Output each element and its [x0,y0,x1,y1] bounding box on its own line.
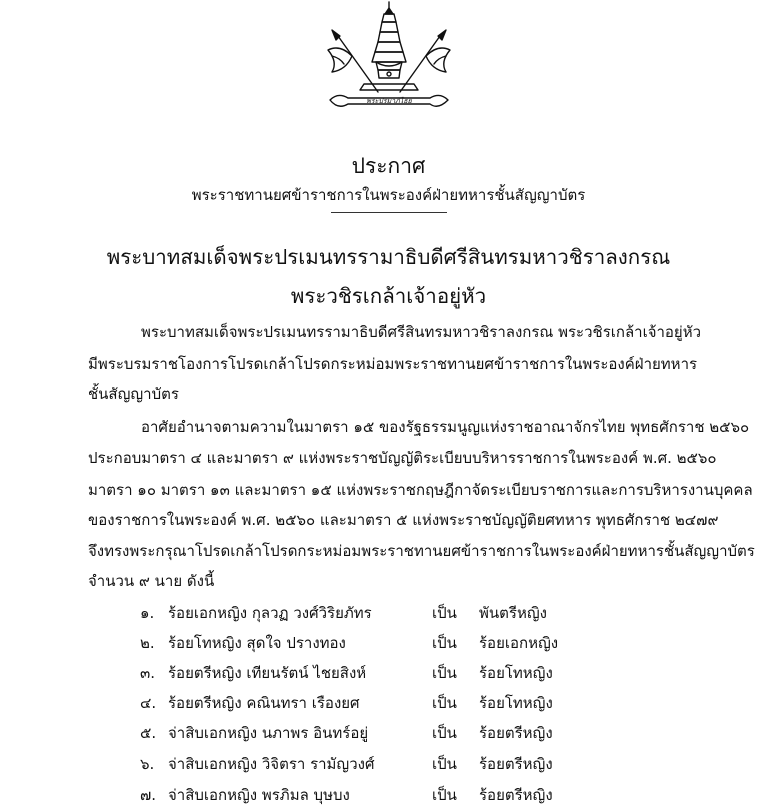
list-rank: ร้อยตรีหญิง [479,755,553,773]
list-name: จ่าสิบเอกหญิง พรภิมล บุษบง [168,786,350,804]
list-rank: ร้อยโทหญิง [479,694,553,712]
list-rank: ร้อยเอกหญิง [479,634,559,652]
list-number: ๒. [140,634,155,652]
list-rank: ร้อยตรีหญิง [479,786,553,804]
paragraph2-line: จึงทรงพระกรุณาโปรดเกล้าโปรดกระหม่อมพระราชทานยศข้าราชการในพระองค์ฝ่ายทหารชั้นสัญญาบัตร [88,542,755,560]
paragraph2-line: ของราชการในพระองค์ พ.ศ. ๒๕๖๐ และมาตรา ๕ แห่งพระราชบัญญัติยศทหาร พุทธศักราช ๒๔๗๙ [88,511,719,529]
list-name: จ่าสิบเอกหญิง นภาพร อินทร์อยู่ [168,724,369,742]
page-subtitle: พระราชทานยศข้าราชการในพระองค์ฝ่ายทหารชั้นสัญญาบัตร [191,186,586,204]
list-connector: เป็น [432,755,457,773]
list-connector: เป็น [432,634,457,652]
list-number: ๔. [140,694,157,712]
list-item [0,691,777,713]
list-connector: เป็น [432,604,457,622]
list-number: ๕. [140,724,157,742]
paragraph2-line: อาศัยอำนาจตามความในมาตรา ๑๕ ของรัฐธรรมนูญแห่งราชอาณาจักรไทย พุทธศักราช ๒๕๖๐ [141,418,750,436]
list-name: ร้อยตรีหญิง คณินทรา เรืองยศ [168,694,360,712]
list-number: ๑. [140,604,155,622]
title-divider [331,212,447,213]
list-number: ๓. [140,664,156,682]
list-number: ๖. [140,755,155,773]
list-number: ๗. [140,786,157,804]
list-item [0,661,777,683]
list-item [0,601,777,623]
paragraph2-line: จำนวน ๙ นาย ดังนี้ [88,572,215,590]
emblem-ribbon-text: พระปรมาภิไธย [366,97,412,105]
list-name: ร้อยเอกหญิง กุลวฏ วงศ์วิริยภัทร [168,604,372,622]
list-name: ร้อยตรีหญิง เทียนรัตน์ ไชยสิงห์ [168,664,367,682]
list-connector: เป็น [432,664,457,682]
paragraph1-line: มีพระบรมราชโองการโปรดเกล้าโปรดกระหม่อมพระราชทานยศข้าราชการในพระองค์ฝ่ายทหาร [88,355,698,373]
king-title-line1: พระบาทสมเด็จพระปรเมนทรรามาธิบดีศรีสินทรมหาวชิราลงกรณ [106,245,671,269]
list-item [0,783,777,805]
list-item [0,721,777,743]
paragraph1-line: ชั้นสัญญาบัตร [88,385,179,403]
paragraph2-line: มาตรา ๑๐ มาตรา ๑๓ และมาตรา ๑๕ แห่งพระราชกฤษฎีกาจัดระเบียบราชการและการบริหารงานบุคคล [88,481,753,499]
page-title: ประกาศ [351,154,426,178]
list-connector: เป็น [432,786,457,804]
list-connector: เป็น [432,694,457,712]
list-item [0,631,777,653]
list-rank: ร้อยตรีหญิง [479,724,553,742]
list-item [0,752,777,774]
list-rank: ร้อยโทหญิง [479,664,553,682]
king-title-line2: พระวชิรเกล้าเจ้าอยู่หัว [290,284,487,308]
list-name: จ่าสิบเอกหญิง วิจิตรา รามัญวงศ์ [168,755,375,773]
paragraph2-line: ประกอบมาตรา ๔ และมาตรา ๙ แห่งพระราชบัญญัติระเบียบบริหารราชการในพระองค์ พ.ศ. ๒๕๖๐ [88,449,717,467]
list-rank: พันตรีหญิง [479,604,547,622]
list-connector: เป็น [432,724,457,742]
paragraph1-line: พระบาทสมเด็จพระปรเมนทรรามาธิบดีศรีสินทรมหาวชิราลงกรณ พระวชิรเกล้าเจ้าอยู่หัว [141,323,702,341]
list-name: ร้อยโทหญิง สุดใจ ปรางทอง [168,634,346,652]
royal-crown-emblem-icon [318,0,460,115]
